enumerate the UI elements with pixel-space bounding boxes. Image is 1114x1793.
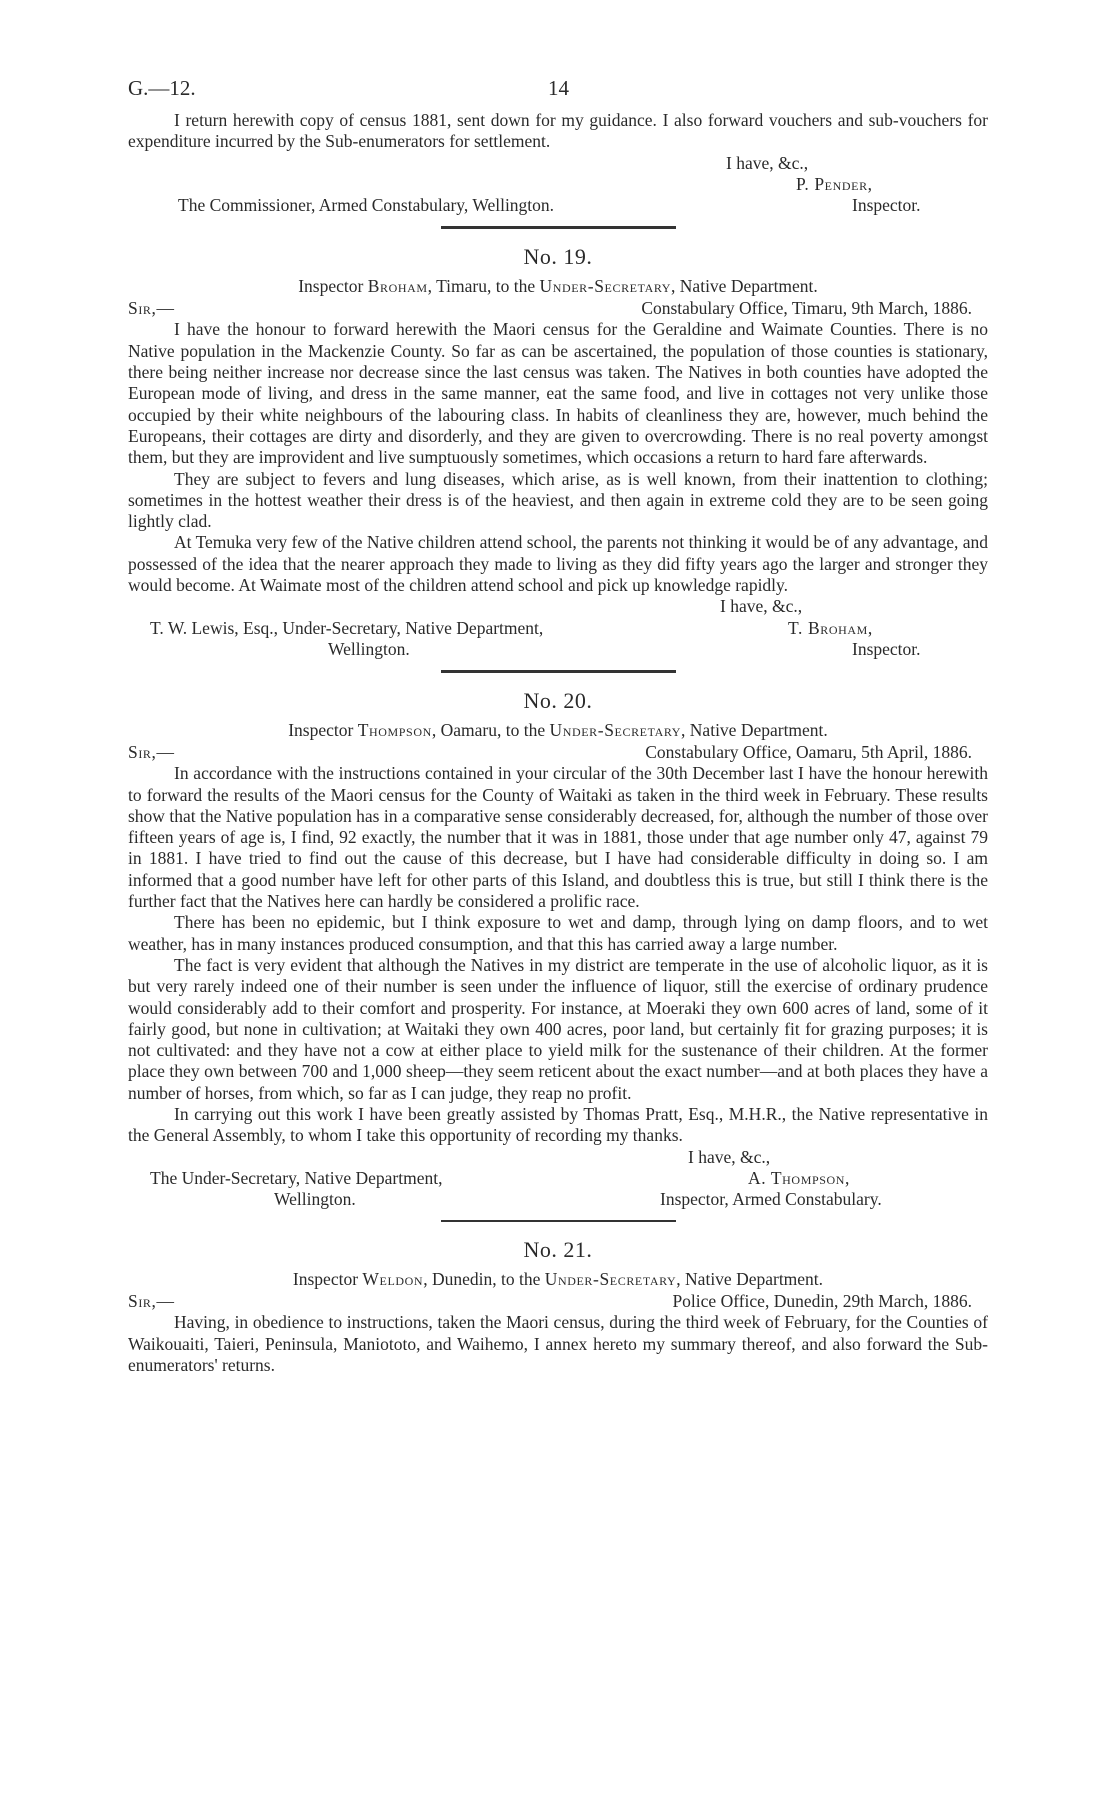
letter-heading: Inspector Thompson, Oamaru, to the Under-Secretary, Native Department. [288,720,828,741]
letter-paragraph: In carrying out this work I have been greatly assisted by Thomas Pratt, Esq., M.H.R., the Native representative in the General Assembly, to whom I take this opportunity of recording my thanks. [128,1103,988,1146]
letter-number: No. 21. [523,1237,593,1263]
page-header [128,64,988,104]
letter-paragraph: At Temuka very few of the Native children attend school, the parents not thinking it would be of any advantage, and possessed of the idea that the nearer approach they made to living as they did fifty years ago the larger and stronger they would become. At Waimate most of the children attend school and pick up knowledge rapidly. [128,532,988,596]
letter-number: No. 19. [523,244,593,270]
salutation-row [128,741,988,763]
signatory-title: Inspector, Armed Constabulary. [660,1189,882,1210]
addressee: T. W. Lewis, Esq., Under-Secretary, Native Department, [150,617,544,638]
intro-closing-row [128,153,988,174]
sender-name: Broham [367,276,428,297]
letter-number: No. 20. [523,688,593,714]
letter-paragraph: Having, in obedience to instructions, taken the Maori census, during the third week of February, for the Counties of Waikouaiti, Taieri, Peninsula, Maniototo, and Waihemo, I annex hereto my summary thereof, and also forward the Sub-enumerators' returns. [128,1312,988,1376]
closing-row [128,1147,988,1168]
letter-paragraph: I have the honour to forward herewith the Maori census for the Geraldine and Waimate Counties. There is no Native population in the Mackenzie County. So far as can be ascertained, the population of those counties is stationary, there being neither increase nor decrease since the last census was taken. The Natives in both counties have adopted the European mode of living, and dress in the same manner, eat the same food, and live in cottages not very unlike those occupied by their white neighbours of the labouring class. In habits of cleanliness they are, however, much behind the Europeans, their cottages are dirty and disorderly, and they are given to overcrowding. There is no real poverty amongst them, but they are improvident and live sumptuously sometimes, which occasions a return to hard fare afterwards. [128,319,988,468]
addressee-row-2 [128,639,988,660]
page-content [128,64,988,1376]
letter-paragraph: There has been no epidemic, but I think exposure to wet and damp, through lying on damp floors, and to wet weather, has in many instances produced consumption, and that this has carried away a large number. [128,912,988,954]
closing-row [128,596,988,617]
dateline: Constabulary Office, Oamaru, 5th April, 1886. [645,742,972,763]
dateline: Constabulary Office, Timaru, 9th March, 1886. [641,298,972,319]
salutation: Sir,— [128,742,175,763]
section-divider [441,226,676,229]
salutation-row [128,1290,988,1312]
addressee-row-2 [128,1189,988,1210]
intro-addressee-row [128,195,988,216]
dateline: Police Office, Dunedin, 29th March, 1886. [672,1291,972,1312]
section-divider [441,670,676,673]
addressee-row [128,1168,988,1189]
signatory-name: A. Thompson, [748,1167,851,1188]
letter-paragraph: In accordance with the instructions contained in your circular of the 30th December last I have the honour herewith to forward the results of the Maori census for the County of Waitaki as taken in the third week in February. These results show that the Native population has in a comparative sense considerably decreased, for, although the number of those over fifteen years of age is, I find, 92 exactly, the number that it was in 1881, those under that age number only 47, against 79 in 1881. I have tried to find out the cause of this decrease, but I have had considerable difficulty in doing so. I am informed that a good number have left for other parts of this Island, and doubtless this is true, but still I think there is the further fact that the Natives here can hardly be considered a prolific race. [128,763,988,912]
salutation: Sir,— [128,298,175,319]
signatory-name: P. Pender, [796,173,873,194]
signatory-name: T. Broham, [788,617,873,638]
signatory-title: Inspector. [852,638,921,659]
recipient-title: Under-Secretary [549,720,682,741]
addressee: The Under-Secretary, Native Department, [150,1167,443,1188]
closing-formula: I have, &c., [726,152,809,173]
addressee-city: Wellington. [328,638,410,659]
intro-paragraph: I return herewith copy of census 1881, sent down for my guidance. I also forward vouchers and sub-vouchers for expenditure incurred by the Sub-enumerators for settlement. [128,110,988,152]
closing-formula: I have, &c., [720,596,803,617]
closing-formula: I have, &c., [688,1146,771,1167]
salutation: Sir,— [128,1291,175,1312]
recipient-title: Under-Secretary [544,1269,677,1290]
intro-signature-row [128,174,988,195]
letter-heading: Inspector Broham, Timaru, to the Under-Secretary, Native Department. [298,276,818,297]
salutation-row [128,297,988,319]
addressee-row [128,618,988,639]
section-divider [441,1220,676,1222]
parliamentary-reference: G.—12. [128,76,196,100]
addressee-city: Wellington. [274,1189,356,1210]
letter-paragraph: They are subject to fevers and lung diseases, which arise, as is well known, from their inattention to clothing; sometimes in the hottest weather their dress is of the heaviest, and then again in extreme cold they are to be seen going lightly clad. [128,468,988,532]
sender-name: Thompson [357,720,432,741]
recipient-title: Under-Secretary [539,276,672,297]
addressee: The Commissioner, Armed Constabulary, Wellington. [178,195,555,216]
letter-paragraph: The fact is very evident that although the Natives in my district are temperate in the use of alcoholic liquor, as it is but very rarely indeed one of their number is seen under the influence of liquor, still the exercise of ordinary prudence would considerably add to their comfort and prosperity. For instance, at Moeraki they own 600 acres of land, some of it fairly good, but none in cultivation; at Waitaki they own 400 acres, poor land, but certainly fit for grazing purposes; it is not cultivated: and they have not a cow at either place to yield milk for the sustenance of their children. At the former place they own between 700 and 1,000 sheep—they seem reticent about the exact number—and at both places they have a number of horses, from which, so far as I can judge, they reap no profit. [128,954,988,1103]
sender-name: Weldon [362,1269,424,1290]
page-number: 14 [548,76,569,100]
signatory-title: Inspector. [852,195,921,216]
letter-heading: Inspector Weldon, Dunedin, to the Under-Secretary, Native Department. [292,1269,824,1290]
